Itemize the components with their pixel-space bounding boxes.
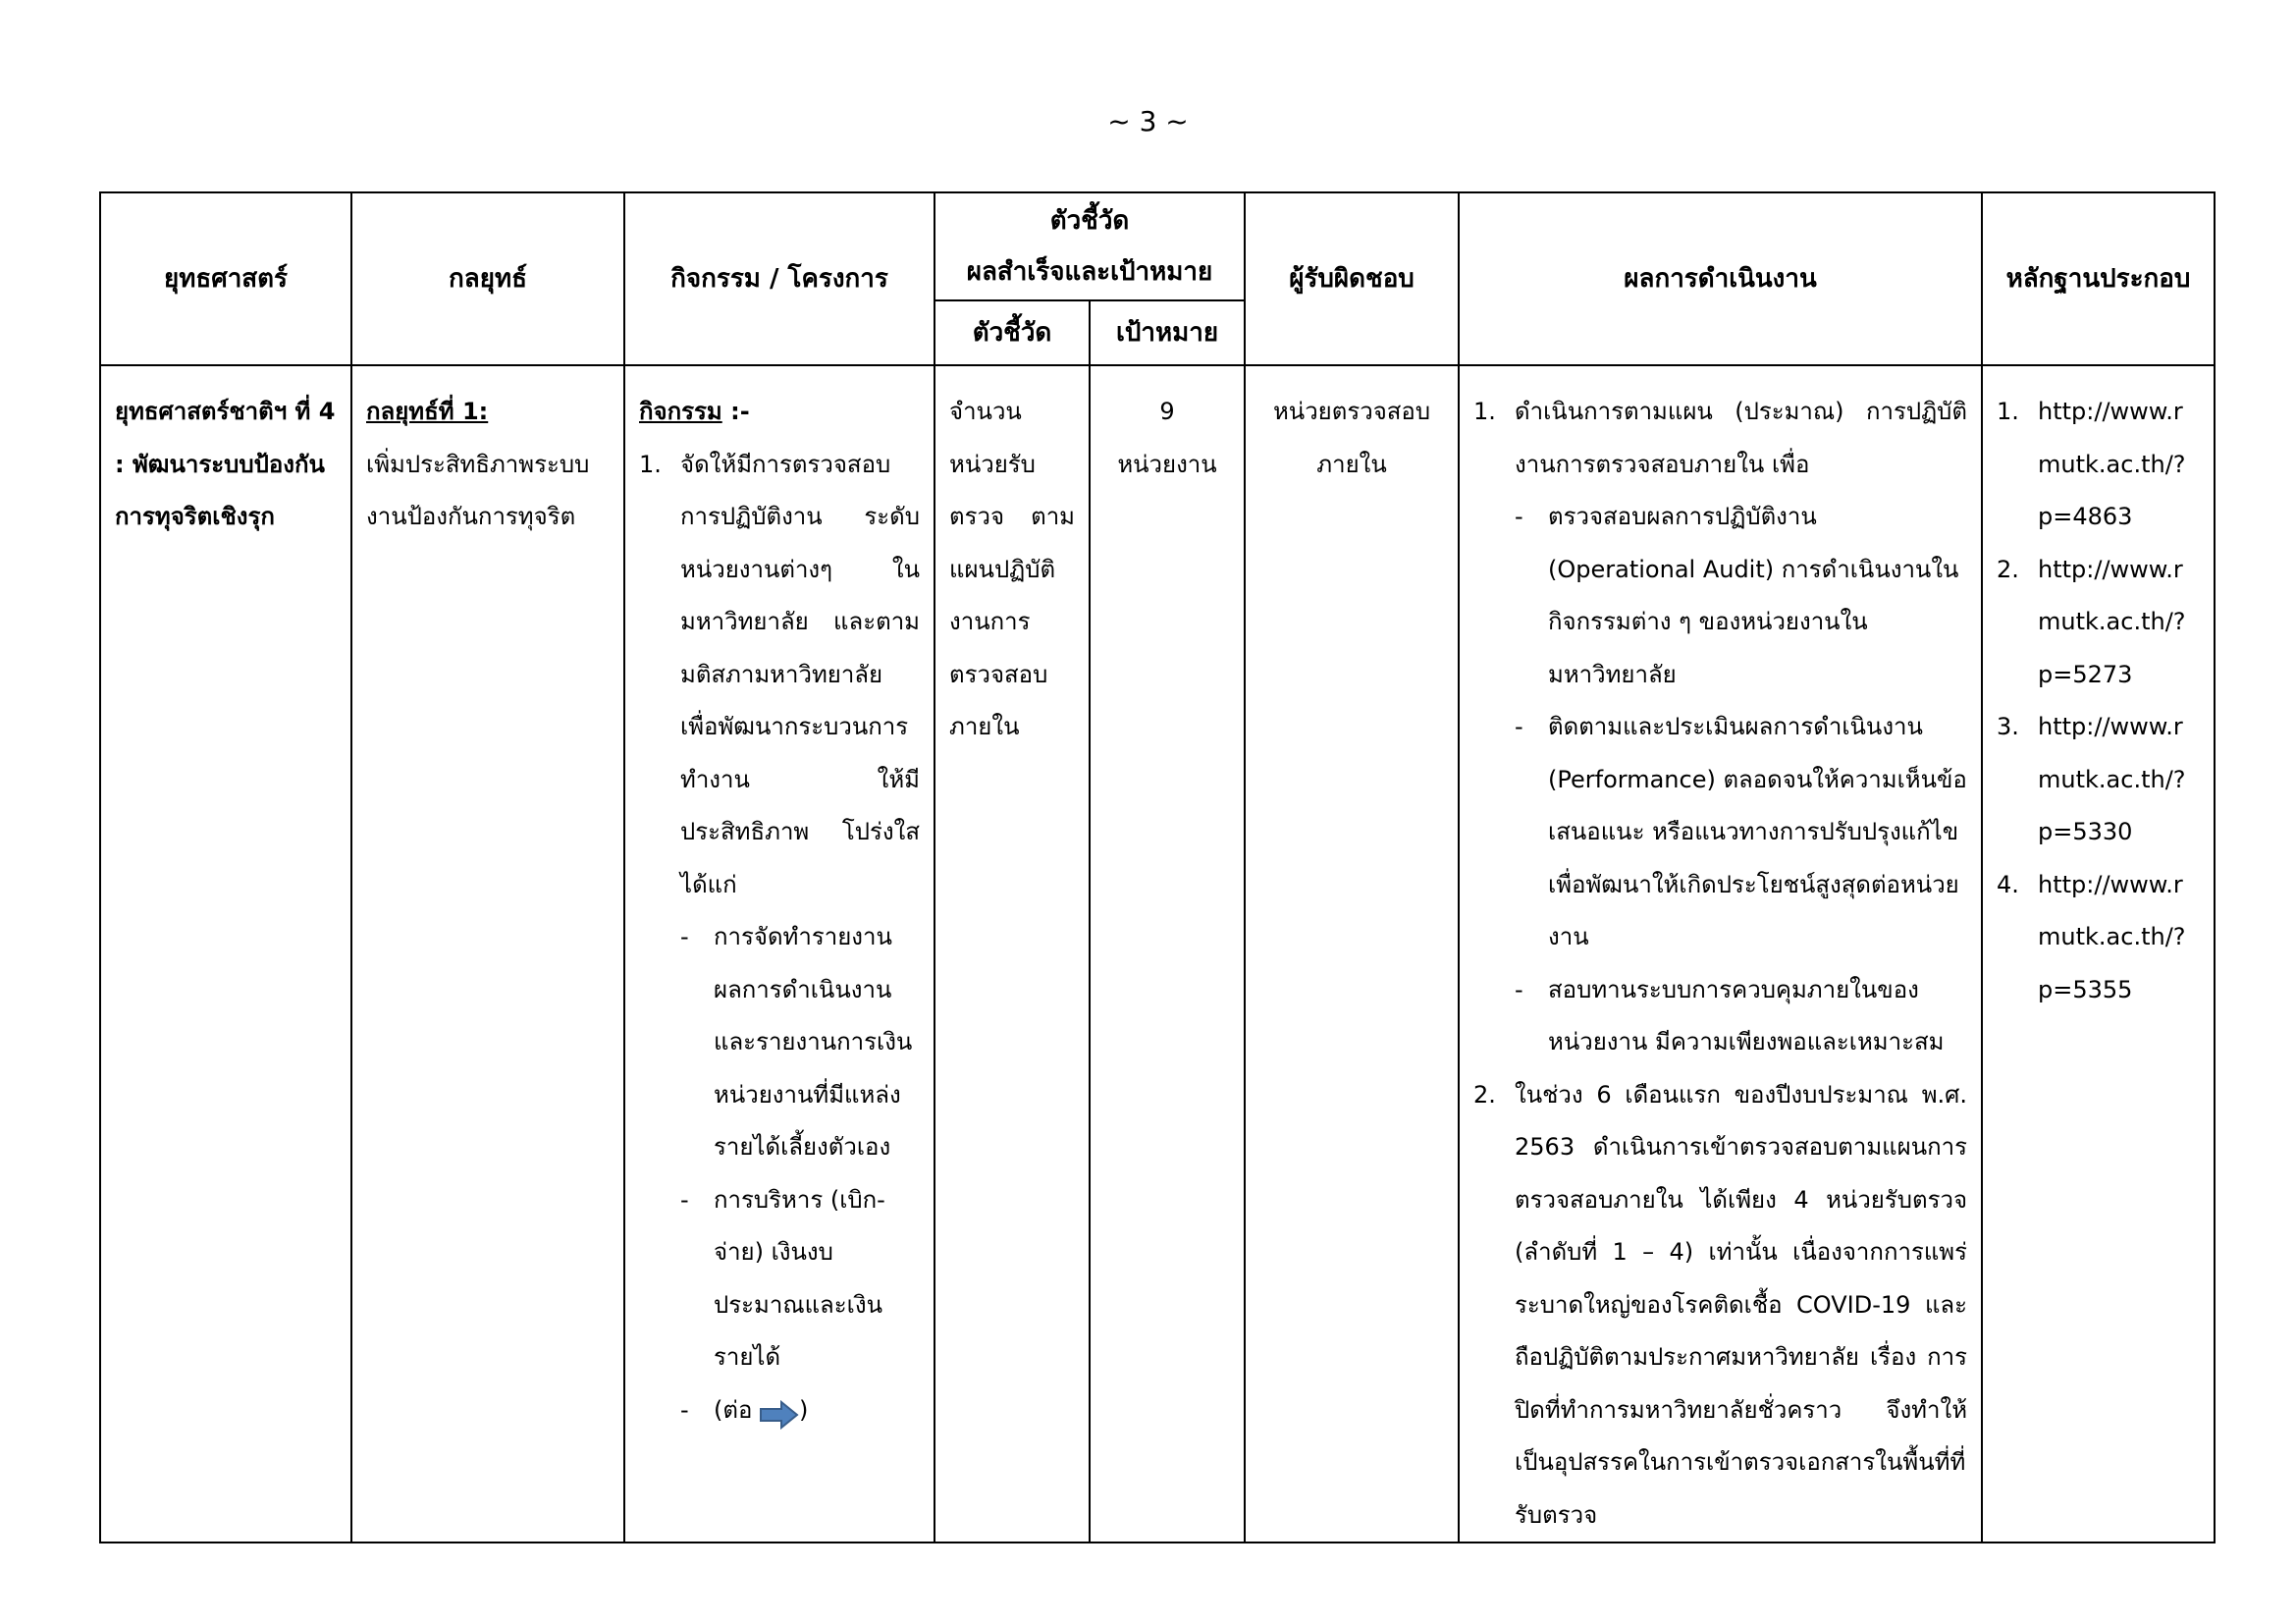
activity-continue: - (ต่อ ) — [680, 1384, 920, 1437]
result-subitem: - ติดตามและประเมินผลการดำเนินงาน (Performance) ตลอดจนให้ความเห็นข้อเสนอแนะ หรือแนวทางการปรับปรุงแก้ไข เพื่อพัฒนาให้เกิดประโยชน์สูงสุดต่อหน่วยงาน — [1515, 713, 1967, 950]
result-subitem: - ตรวจสอบผลการปฏิบัติงาน (Operational Audit) การดำเนินงานในกิจกรรมต่าง ๆ ของหน่วยงานในมหาวิทยาลัย — [1515, 503, 1959, 688]
page-number: ~ 3 ~ — [1107, 105, 1189, 137]
activity-heading — [639, 386, 920, 439]
cell-indicator — [934, 365, 1090, 1543]
header-indicator-group-line1: ตัวชี้วัด — [1049, 206, 1130, 236]
header-indicator: ตัวชี้วัด — [934, 300, 1090, 365]
tactic-text: เพิ่มประสิทธิภาพระบบงานป้องกันการทุจริต — [366, 450, 590, 530]
continue-close-text: ) — [799, 1395, 809, 1424]
activity-item-number: 1. — [639, 450, 662, 478]
result-item — [1473, 386, 1967, 1069]
activity-item-text: จัดให้มีการตรวจสอบการปฏิบัติงาน ระดับหน่วยงานต่างๆ ในมหาวิทยาลัย และตามมติสภามหาวิทยาลัย เพื่อพัฒนากระบวนการทำงาน ให้มีประสิทธิภาพ โปร่งใส ได้แก่ — [680, 450, 920, 898]
activity-subitem: - การจัดทำรายงานผลการดำเนินงานและรายงานการเงินหน่วยงานที่มีแหล่งรายได้เลี้ยงตัวเอง — [680, 923, 913, 1161]
cell-evidence — [1982, 365, 2215, 1543]
evidence-link[interactable]: http://www.rmutk.ac.th/?p=5273 — [2038, 555, 2186, 688]
evidence-number: 2. — [1997, 555, 2019, 583]
evidence-link[interactable]: http://www.rmutk.ac.th/?p=5355 — [2038, 870, 2186, 1003]
target-unit: หน่วยงาน — [1117, 450, 1217, 478]
header-strategy: ยุทธศาสตร์ — [100, 192, 351, 365]
table-row — [100, 365, 2215, 1543]
cell-strategy — [100, 365, 351, 1543]
tactic-title: กลยุทธ์ที่ 1: — [366, 398, 489, 425]
evidence-item — [1997, 544, 2200, 702]
indicator-text: จำนวนหน่วยรับตรวจ ตามแผนปฏิบัติงานการตรวจสอบภายใน — [949, 398, 1075, 740]
activity-title: กิจกรรม — [639, 398, 722, 425]
activity-subitem: - การบริหาร (เบิก-จ่าย) เงินงบประมาณและเงินรายได้ — [680, 1185, 885, 1371]
header-indicator-group-line2: ผลสำเร็จและเป้าหมาย — [966, 257, 1213, 287]
result-subitem-text: สอบทานระบบการควบคุมภายในของหน่วยงาน มีความเพียงพอและเหมาะสม — [1548, 975, 1945, 1056]
evidence-item — [1997, 859, 2200, 1017]
strategy-plan-table — [99, 191, 2216, 1543]
strategy-text: ยุทธศาสตร์ชาติฯ ที่ 4 : พัฒนาระบบป้องกันการทุจริตเชิงรุก — [115, 398, 336, 530]
header-result: ผลการดำเนินงาน — [1459, 192, 1982, 365]
result-item-text: ในช่วง 6 เดือนแรก ของปีงบประมาณ พ.ศ. 2563 ดำเนินการเข้าตรวจสอบตามแผนการตรวจสอบภายใน ได้เพียง 4 หน่วยรับตรวจ (ลำดับที่ 1 – 4) เท่านั้น เนื่องจากการแพร่ระบาดใหญ่ของโรคติดเชื้อ COVID-19 และถือปฏิบัติตามประกาศมหาวิทยาลัย เรื่อง การปิดที่ทำการมหาวิทยาลัยชั่วคราว จึงทำให้เป็นอุปสรรคในการเข้าตรวจเอกสารในพื้นที่ที่รับตรวจ — [1515, 1080, 1968, 1529]
evidence-item — [1997, 701, 2200, 859]
result-subitem-text: ตรวจสอบผลการปฏิบัติงาน (Operational Audit) การดำเนินงานในกิจกรรมต่าง ๆ ของหน่วยงานในมหาวิทยาลัย — [1548, 503, 1959, 688]
evidence-item — [1997, 386, 2200, 544]
right-arrow-icon — [760, 1396, 799, 1426]
evidence-number: 3. — [1997, 713, 2019, 740]
header-evidence: หลักฐานประกอบ — [1982, 192, 2215, 365]
header-activity: กิจกรรม / โครงการ — [624, 192, 934, 365]
activity-title-suffix: :- — [721, 398, 750, 425]
cell-target — [1090, 365, 1245, 1543]
result-item-number: 1. — [1473, 398, 1496, 425]
header-responsible: ผู้รับผิดชอบ — [1245, 192, 1459, 365]
activity-item — [639, 439, 920, 1437]
activity-subitem-text: การจัดทำรายงานผลการดำเนินงานและรายงานการเงินหน่วยงานที่มีแหล่งรายได้เลี้ยงตัวเอง — [714, 923, 913, 1161]
target-value: 9 — [1159, 398, 1175, 425]
cell-result — [1459, 365, 1982, 1543]
result-item — [1473, 1069, 1967, 1543]
result-subitem: - สอบทานระบบการควบคุมภายในของหน่วยงาน มีความเพียงพอและเหมาะสม — [1515, 975, 1945, 1056]
cell-activity — [624, 365, 934, 1543]
evidence-number: 4. — [1997, 870, 2019, 898]
responsible-text: หน่วยตรวจสอบภายใน — [1272, 398, 1431, 478]
header-tactic: กลยุทธ์ — [351, 192, 624, 365]
activity-subitem-text: การบริหาร (เบิก-จ่าย) เงินงบประมาณและเงินรายได้ — [714, 1185, 885, 1371]
evidence-link[interactable]: http://www.rmutk.ac.th/?p=4863 — [2038, 398, 2186, 530]
continue-open-text: (ต่อ — [714, 1395, 760, 1424]
cell-responsible — [1245, 365, 1459, 1543]
evidence-link[interactable]: http://www.rmutk.ac.th/?p=5330 — [2038, 713, 2186, 845]
result-item-text: ดำเนินการตามแผน (ประมาณ) การปฏิบัติงานการตรวจสอบภายใน เพื่อ — [1515, 398, 1968, 478]
cell-tactic — [351, 365, 624, 1543]
header-indicator-group — [934, 192, 1245, 300]
evidence-number: 1. — [1997, 398, 2019, 425]
result-item-number: 2. — [1473, 1080, 1496, 1109]
result-subitem-text: ติดตามและประเมินผลการดำเนินงาน (Performance) ตลอดจนให้ความเห็นข้อเสนอแนะ หรือแนวทางการปรับปรุงแก้ไข เพื่อพัฒนาให้เกิดประโยชน์สูงสุดต่อหน่วยงาน — [1548, 713, 1967, 950]
header-target: เป้าหมาย — [1090, 300, 1245, 365]
